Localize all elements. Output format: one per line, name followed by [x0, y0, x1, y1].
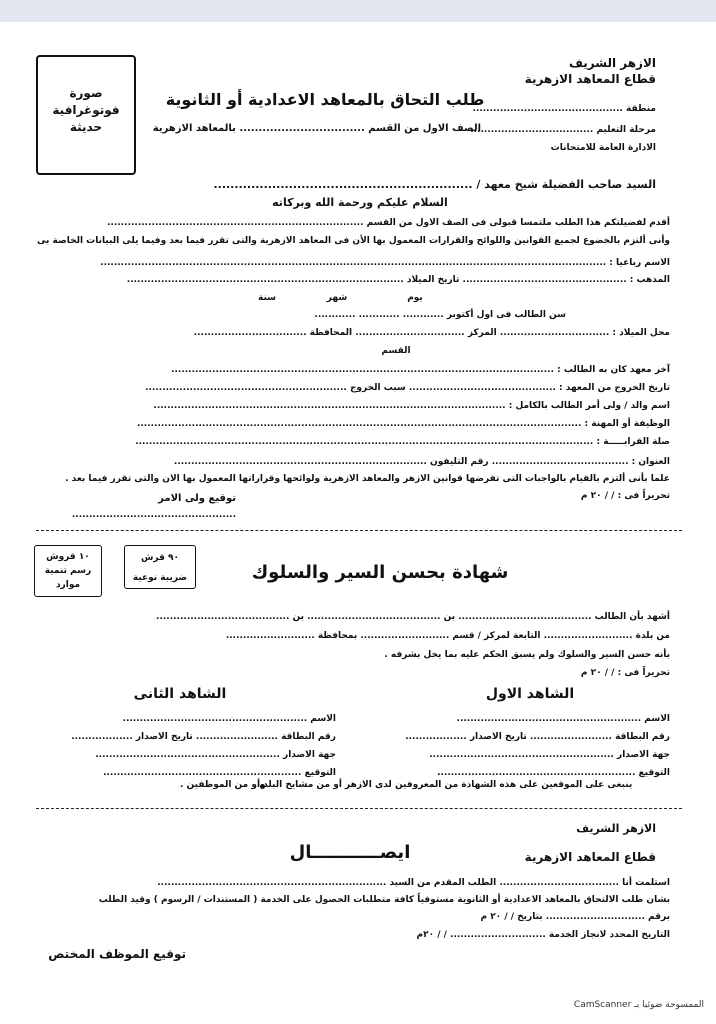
- officer-signature-label: توقيع الموظف المختص: [48, 947, 186, 961]
- name-field: الاسم رباعيا : ....................................................................................................................................................: [100, 258, 670, 268]
- receipt-title: ايصـــــــــــال: [289, 842, 411, 863]
- greeting-line: السلام عليكم ورحمة الله وبركاته: [272, 196, 448, 209]
- section-divider: [36, 530, 682, 531]
- fee2-line-2: ضريبة نوعية: [132, 573, 188, 583]
- scanner-bar: [0, 996, 716, 1024]
- certificate-note: ينبغى على الموقعين على هذه الشهادة من المعروفين لدى الازهر أو من مشايخ البلد أو من الموظفين .: [180, 780, 633, 790]
- photo-box: [36, 55, 136, 175]
- witness-2-issuer: جهة الاصدار ......................................................: [95, 750, 336, 760]
- receipt-line-1: استلمت أنا ................................... الطلب المقدم من السيد ...................................................................: [157, 878, 670, 888]
- commit-line: وأنى ألتزم بالخضوع لجميع القوانين واللوائح والقرارات المعمول بها الأن فى المعاهد الازهرية والتى تقرر فيما بعد وفيما يلى البيانات الخاصة بى: [36, 236, 670, 246]
- witness-1-name: الاسم ......................................................: [456, 714, 670, 724]
- fee2-line-1: ٩٠ قرش: [140, 553, 180, 563]
- addressee-line: السيد صاحب الفضيلة شيخ معهد / ..............................................................: [213, 178, 656, 191]
- witness-2-card: رقم البطاقة ........................ تاريخ الاصدار ..................: [71, 732, 336, 742]
- guardian-signature-label: توقيع ولى الامر: [158, 493, 236, 504]
- form-subtitle: الصف الاول من القسم ................................. بالمعاهد الازهرية: [152, 123, 481, 134]
- witness-1-title: الشاهد الاول: [485, 686, 575, 702]
- witness-2-name: الاسم ......................................................: [122, 714, 336, 724]
- certificate-date: تحريراً فى : / / ٢٠ م: [580, 668, 670, 678]
- receipt-line-3: برقم ............................. بتاريخ / / ٢٠ م: [480, 912, 670, 922]
- photo-line-3: حديثة: [69, 120, 103, 134]
- religion-birthdate-field: المذهب : ................................................ تاريخ الميلاد .................................................................................: [126, 275, 670, 285]
- photo-line-1: صورة: [69, 86, 103, 100]
- day-label: يوم: [407, 293, 423, 303]
- receipt-line-2: بشان طلب الالتحاق بالمعاهد الاعدادية أو الثانوية مستوفياً كافة متطلبات الحصول على الخدمة ( المستندات / الرسوم ) وقيد الطلب: [98, 895, 670, 905]
- region-field: منطقة ............................................: [472, 104, 656, 114]
- receipt-azhar: الازهر الشريف: [576, 822, 656, 835]
- witness-2-signature: التوقيع ..........................................................: [103, 768, 336, 778]
- last-institute-field: آخر معهد كان به الطالب : ................................................................................................................: [171, 365, 670, 375]
- azhar-label: الازهر الشريف: [568, 56, 656, 70]
- fee1-line-1: ١٠ قروش: [46, 552, 90, 562]
- request-line: أقدم لفضيلتكم هذا الطلب ملتمسا قبولى فى الصف الاول من القسم ...........................................................................: [107, 218, 670, 228]
- witness-1-card: رقم البطاقة ........................ تاريخ الاصدار ..................: [405, 732, 670, 742]
- fee1-line-2: رسم تنمية: [44, 566, 92, 576]
- fee-stamp-development: [34, 545, 102, 597]
- sector-label: قطاع المعاهد الازهرية: [524, 72, 656, 86]
- relation-field: صلة القرابـــــة : ......................................................................................................................................: [135, 437, 670, 447]
- certificate-line-1: أشهد بأن الطالب ....................................... بن ....................................... بن .......................................: [156, 612, 670, 622]
- witness-2-title: الشاهد الثانى: [133, 686, 227, 702]
- witness-1-issuer: جهة الاصدار ......................................................: [429, 750, 670, 760]
- fee1-line-3: موارد: [55, 580, 81, 590]
- certificate-line-2: من بلدة .......................... التابعة لمركز / قسم .......................... بمحافظة ..........................: [225, 631, 670, 641]
- camscanner-label: الممسوحة ضوئيا بـ CamScanner: [573, 1000, 704, 1010]
- top-bar: [0, 0, 716, 22]
- month-label: شهر: [326, 293, 348, 303]
- guardian-field: اسم والد / ولى أمر الطالب بالكامل : .......................................................................................................: [153, 401, 670, 411]
- fee-stamp-tax: [124, 545, 196, 589]
- written-date: تحريراً فى : / / ٢٠ م: [580, 491, 670, 501]
- job-field: الوظيفة أو المهنة : ..................................................................................................................................: [136, 419, 670, 429]
- receipt-divider: [36, 808, 682, 809]
- year-label: سنة: [258, 293, 276, 303]
- stage-field: مرحلة التعليم ....................................: [470, 125, 656, 135]
- exit-date-field: تاريخ الخروج من المعهد : ........................................... سبب الخروج ...........................................................: [145, 383, 670, 393]
- certificate-line-3: بأنه حسن السير والسلوك ولم يسبق الحكم عليه بما يخل بشرفه .: [384, 650, 670, 660]
- guardian-signature-line: ................................................: [71, 510, 236, 520]
- exams-label: الادارة العامة للامتحانات: [550, 143, 656, 153]
- birthplace-field: محل الميلاد : ................................ المركز ................................ المحافظة .................................: [193, 328, 670, 338]
- qism-label: القسم: [381, 346, 411, 356]
- form-title: طلب التحاق بالمعاهد الاعدادية أو الثانوية: [165, 90, 485, 109]
- photo-line-2: فوتوغرافية: [52, 103, 120, 117]
- receipt-sector: قطاع المعاهد الازهرية: [524, 850, 656, 864]
- commitment-line: علما بأنى ألتزم بالقيام بالواجبات التى تفرضها قوانين الازهر والمعاهد الازهرية ولوائحها وقراراتها المعمول بها الان والتى تقرر فيما بعد .: [65, 474, 670, 484]
- address-field: العنوان : ........................................ رقم التليفون ..........................................................................: [173, 457, 670, 467]
- receipt-line-4: التاريخ المحدد لانجاز الخدمة ............................ / / ٢٠م: [416, 930, 670, 940]
- witness-1-signature: التوقيع ..........................................................: [437, 768, 670, 778]
- age-field: سن الطالب فى اول أكتوبر ............ ............ ............: [314, 310, 566, 320]
- certificate-title: شهادة بحسن السير والسلوك: [251, 562, 509, 583]
